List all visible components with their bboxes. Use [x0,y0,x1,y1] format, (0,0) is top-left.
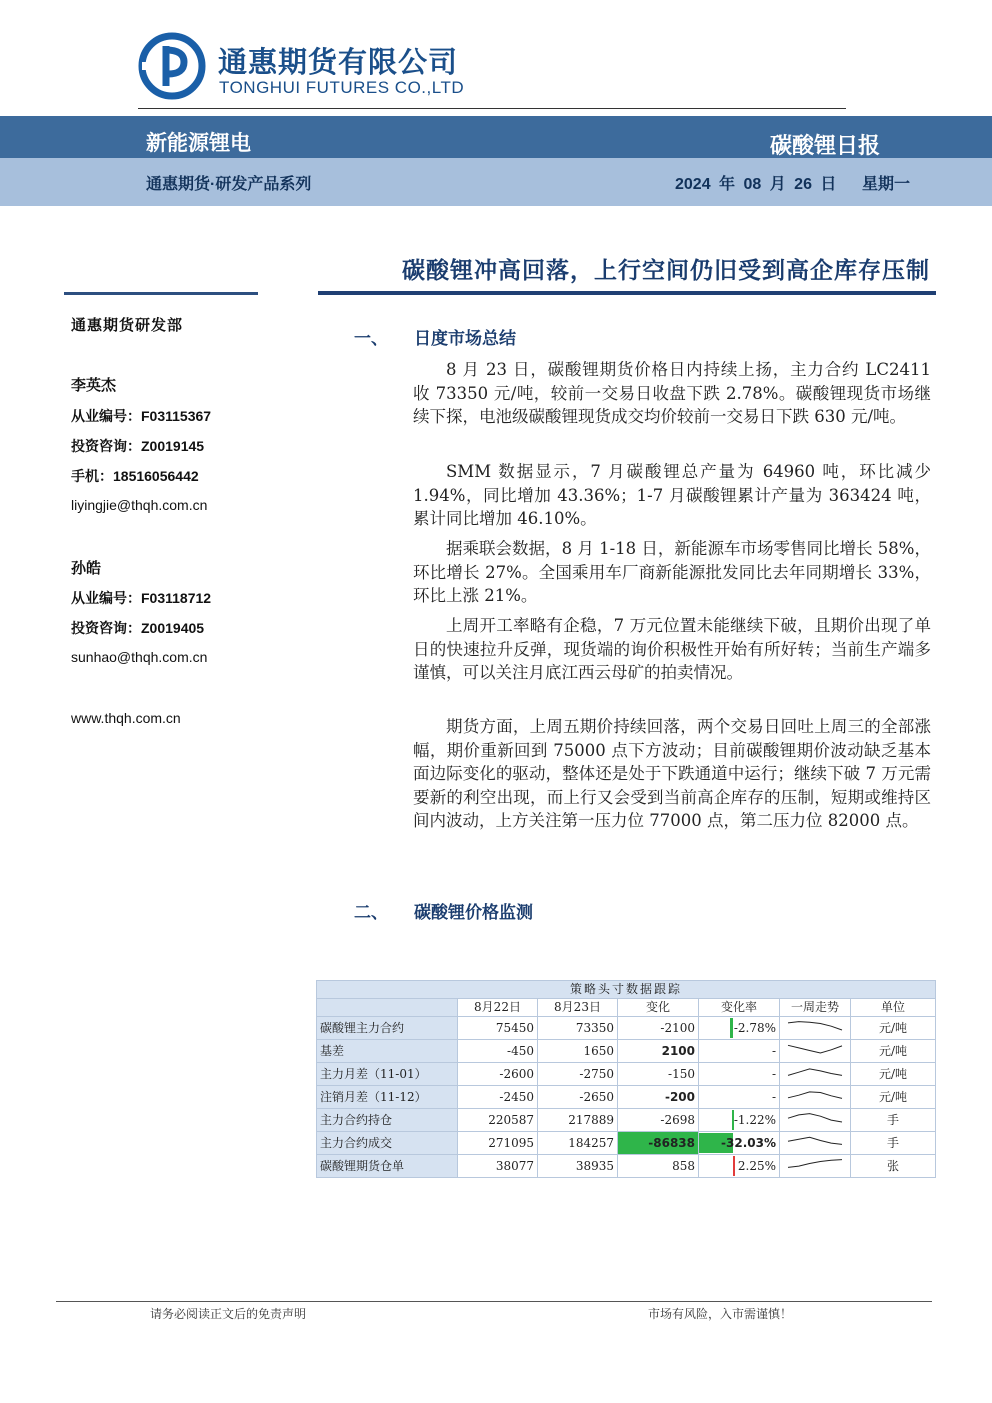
change-value: -200 [618,1086,699,1109]
row-label: 碳酸锂期货仓单 [317,1155,458,1178]
weekly-trend [780,1132,851,1155]
change-rate [699,1063,780,1086]
analyst-email[interactable]: liyingjie@thqh.com.cn [71,497,208,513]
change-value: -86838 [618,1132,699,1155]
unit-label: 元/吨 [851,1040,936,1063]
report-headline: 碳酸锂冲高回落，上行空间仍旧受到高企库存压制 [402,257,930,283]
paragraph: 8 月 23 日，碳酸锂期货价格日内持续上扬，主力合约 LC2411 收 73350 元/吨，较前一交易日收盘下跌 2.78%。碳酸锂现货市场继续下探，电池级碳酸锂现货成交均价较前一交易日下跌 630 元/吨。 [413,360,931,426]
trend-line [788,1022,842,1030]
trend-sparkline [780,1109,850,1126]
section-number: 一、 [354,329,388,349]
row-label: 注销月差（11-12） [317,1086,458,1109]
paragraph: SMM 数据显示，7 月碳酸锂总产量为 64960 吨，环比减少 1.94%，同比增加 43.36%；1-7 月碳酸锂累计产量为 363424 吨，累计同比增加 46.10%。 [413,462,931,528]
table-row [317,1109,936,1132]
change-rate-text: -2.78% [733,1020,776,1035]
website-link[interactable]: www.thqh.com.cn [71,710,181,726]
value-aug22: 75450 [458,1017,538,1040]
sidebar-divider [64,292,258,295]
trend-line [788,1114,842,1122]
trend-line [788,1092,842,1099]
change-rate [699,1040,780,1063]
unit-label: 元/吨 [851,1063,936,1086]
change-rate-text: -1.22% [733,1112,776,1127]
price-monitor-table [316,980,936,1178]
table-header-cell: 一周走势 [780,999,851,1017]
analyst-consult-id: 投资咨询：Z0019145 [71,438,205,454]
unit-label: 元/吨 [851,1017,936,1040]
analyst-phone: 手机：18516056442 [71,468,199,484]
weekly-trend [780,1109,851,1132]
unit-label: 张 [851,1155,936,1178]
paragraph: 上周开工率略有企稳，7 万元位置未能继续下破，且期价出现了单日的快速拉升反弹，现货端的询价积极性开始有所好转；当前生产端多谨慎，可以关注月底江西云母矿的拍卖情况。 [413,616,931,682]
trend-line [788,1137,842,1144]
change-rate-bar [733,1156,735,1176]
change-rate-text: -32.03% [721,1135,776,1150]
table-header-row [317,999,936,1017]
trend-sparkline [780,1132,850,1149]
value-aug22: 38077 [458,1155,538,1178]
table-header-cell: 单位 [851,999,936,1017]
analyst-license: 从业编号：F03118712 [71,590,212,606]
change-rate-text: - [771,1089,776,1104]
tonghui-logo-icon [138,32,206,100]
table-caption: 策略头寸数据跟踪 [317,981,936,999]
risk-warning: 市场有风险，入市需谨慎！ [648,1307,793,1321]
change-rate-bar [730,1018,733,1038]
change-rate [699,1017,780,1040]
table-header-cell: 8月22日 [458,999,538,1017]
change-value: -2698 [618,1109,699,1132]
trend-sparkline [780,1017,850,1034]
value-aug23: 217889 [538,1109,618,1132]
company-name-cn: 通惠期货有限公司 [218,47,459,79]
analyst-name: 李英杰 [71,376,117,394]
value-aug23: 73350 [538,1017,618,1040]
value-aug22: -2600 [458,1063,538,1086]
value-aug23: 38935 [538,1155,618,1178]
trend-line [788,1069,842,1076]
section-title: 碳酸锂价格监测 [414,903,533,923]
table-header-cell: 8月23日 [538,999,618,1017]
row-label: 主力合约成交 [317,1132,458,1155]
trend-sparkline [780,1063,850,1080]
disclaimer-note: 请务必阅读正文后的免责声明 [150,1307,307,1321]
value-aug23: -2750 [538,1063,618,1086]
weekly-trend [780,1063,851,1086]
section-title: 日度市场总结 [414,329,516,349]
series-label: 通惠期货·研发产品系列 [146,176,312,193]
analyst-email[interactable]: sunhao@thqh.com.cn [71,649,208,665]
table-header-cell: 变化 [618,999,699,1017]
value-aug22: 220587 [458,1109,538,1132]
row-label: 基差 [317,1040,458,1063]
change-value: 858 [618,1155,699,1178]
analyst-name: 孙皓 [71,559,102,577]
trend-sparkline [780,1040,850,1057]
value-aug23: -2650 [538,1086,618,1109]
weekly-trend [780,1086,851,1109]
header-divider [138,108,846,109]
change-rate [699,1132,780,1155]
change-rate-text: - [771,1043,776,1058]
unit-label: 手 [851,1109,936,1132]
headline-divider [318,291,936,295]
weekly-trend [780,1040,851,1063]
value-aug23: 184257 [538,1132,618,1155]
row-label: 碳酸锂主力合约 [317,1017,458,1040]
table-row [317,1086,936,1109]
row-label: 主力合约持仓 [317,1109,458,1132]
table-row [317,1063,936,1086]
value-aug22: 271095 [458,1132,538,1155]
trend-sparkline [780,1155,850,1172]
report-type-title: 碳酸锂日报 [770,133,881,158]
weekly-trend [780,1017,851,1040]
category-title: 新能源锂电 [146,132,251,155]
table-row [317,1132,936,1155]
trend-sparkline [780,1086,850,1103]
footer-divider [56,1301,932,1302]
report-date: 2024 年 08 月 26 日 [675,176,837,193]
change-rate-text: - [771,1066,776,1081]
value-aug22: -2450 [458,1086,538,1109]
unit-label: 手 [851,1132,936,1155]
analyst-consult-id: 投资咨询：Z0019405 [71,620,205,636]
change-rate-text: 2.25% [737,1158,776,1173]
weekly-trend [780,1155,851,1178]
paragraph: 据乘联会数据，8 月 1-18 日，新能源车市场零售同比增长 58%，环比增长 27%。全国乘用车厂商新能源批发同比去年同期增长 33%，环比上涨 21%。 [413,539,931,605]
row-label: 主力月差（11-01） [317,1063,458,1086]
change-value: 2100 [618,1040,699,1063]
change-rate [699,1086,780,1109]
company-name-en: TONGHUI FUTURES CO.,LTD [219,78,465,97]
table-row [317,1040,936,1063]
value-aug23: 1650 [538,1040,618,1063]
change-rate [699,1155,780,1178]
trend-line [788,1045,842,1053]
table-header-cell: 变化率 [699,999,780,1017]
change-value: -2100 [618,1017,699,1040]
trend-line [788,1160,842,1168]
analyst-license: 从业编号：F03115367 [71,408,212,424]
unit-label: 元/吨 [851,1086,936,1109]
change-value: -150 [618,1063,699,1086]
report-weekday: 星期一 [862,176,911,193]
change-rate [699,1109,780,1132]
value-aug22: -450 [458,1040,538,1063]
section-number: 二、 [354,903,388,923]
table-row [317,1017,936,1040]
table-header-cell [317,999,458,1017]
research-dept: 通惠期货研发部 [71,316,184,334]
table-row [317,1155,936,1178]
paragraph: 期货方面，上周五期价持续回落，两个交易日回吐上周三的全部涨幅，期价重新回到 75000 点下方波动；目前碳酸锂期价波动缺乏基本面边际变化的驱动，整体还是处于下跌通道中运行；继续下破 7 万元需要新的利空出现，而上行又会受到当前高企库存的压制，短期或维持区间内波动，上方关注第一压力位 77000 点，第二压力位 82000 点。 [413,717,931,830]
